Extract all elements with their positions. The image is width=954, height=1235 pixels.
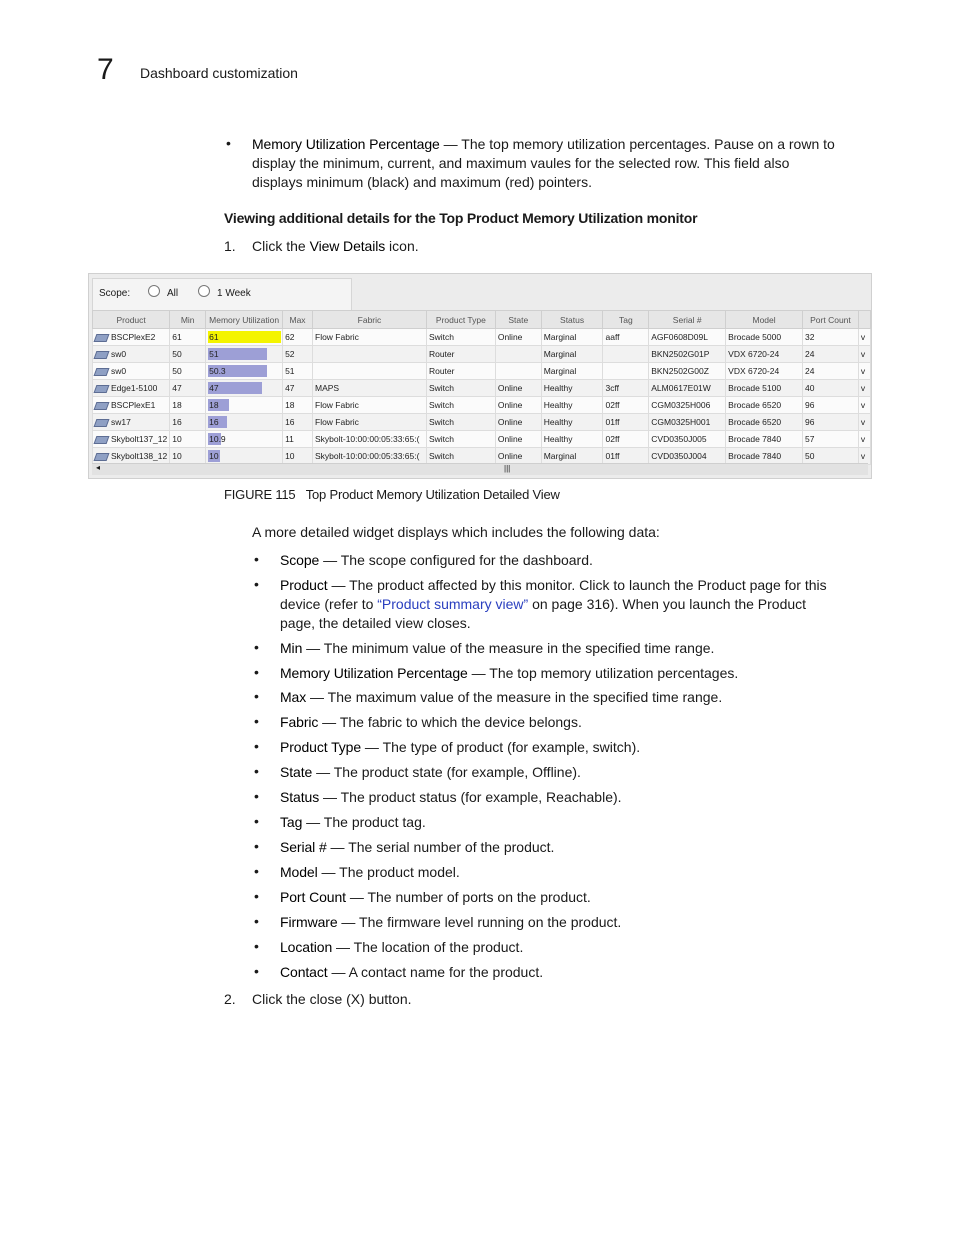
- cell-util: [206, 329, 283, 346]
- cell-product: [93, 380, 170, 397]
- cell-fabric: Skybolt-10:00:00:05:33:65:(: [313, 431, 427, 448]
- field-list-item: [280, 938, 870, 957]
- bullet-dot: •: [254, 838, 259, 854]
- figure-title: Top Product Memory Utilization Detailed View: [305, 487, 560, 502]
- cell-status: Healthy: [541, 414, 603, 431]
- table-row[interactable]: [93, 329, 871, 346]
- field-description: — A contact name for the product.: [327, 964, 544, 980]
- cell-max: 10: [283, 448, 313, 465]
- bullet-dot: •: [226, 135, 231, 151]
- product-ref-line3: page, the detailed view closes.: [280, 615, 471, 631]
- scope-label: Scope:: [99, 288, 131, 299]
- bullet-dot: •: [254, 576, 259, 592]
- cell-util: [206, 380, 283, 397]
- field-term: Firmware: [280, 914, 338, 930]
- cell-serial: BKN2502G00Z: [649, 363, 726, 380]
- cell-model: Brocade 6520: [726, 397, 803, 414]
- scope-bar: [92, 278, 352, 311]
- column-header[interactable]: Tag: [603, 311, 649, 329]
- cell-fabric: Flow Fabric: [313, 397, 427, 414]
- utilization-value: 16: [209, 417, 219, 427]
- cell-extra: v: [858, 448, 870, 465]
- cell-tag: 02ff: [603, 397, 649, 414]
- cell-serial: CVD0350J004: [649, 448, 726, 465]
- cell-status: Marginal: [541, 448, 603, 465]
- bullet-dot: •: [254, 913, 259, 929]
- cell-ports: 24: [803, 346, 859, 363]
- body-intro: A more detailed widget displays which includes the following data:: [252, 524, 660, 540]
- bullet-dot: •: [254, 639, 259, 655]
- switch-icon: [94, 351, 110, 359]
- utilization-value: 10: [209, 451, 219, 461]
- cell-model: VDX 6720-24: [726, 363, 803, 380]
- field-list-item: [280, 576, 870, 633]
- table-row[interactable]: [93, 448, 871, 465]
- cell-min: 50: [170, 346, 206, 363]
- cell-status: Healthy: [541, 431, 603, 448]
- cell-util: [206, 448, 283, 465]
- product-name[interactable]: BSCPlexE1: [111, 400, 156, 410]
- cell-status: Healthy: [541, 380, 603, 397]
- field-list-item: [280, 888, 870, 907]
- step-number: 2.: [224, 991, 236, 1007]
- product-name[interactable]: Skybolt137_12: [111, 434, 168, 444]
- bullet-dot: •: [254, 863, 259, 879]
- cell-util: [206, 431, 283, 448]
- field-term: Product: [280, 577, 328, 593]
- field-list-item: [280, 688, 870, 707]
- field-description: — The firmware level running on the product.: [337, 914, 622, 930]
- bullet-dot: •: [254, 813, 259, 829]
- column-header[interactable]: Serial #: [649, 311, 726, 329]
- bullet-dot: •: [254, 938, 259, 954]
- cell-min: 16: [170, 414, 206, 431]
- field-term: Status: [280, 789, 320, 805]
- cell-state: Online: [495, 414, 541, 431]
- utilization-bar: [208, 450, 280, 462]
- cell-fabric: [313, 346, 427, 363]
- horizontal-scrollbar[interactable]: [92, 463, 868, 475]
- cell-state: [495, 346, 541, 363]
- cell-util: [206, 397, 283, 414]
- product-name[interactable]: sw0: [111, 366, 127, 376]
- switch-icon: [94, 419, 110, 427]
- column-header[interactable]: Model: [726, 311, 803, 329]
- column-header[interactable]: Fabric: [313, 311, 427, 329]
- switch-icon: [94, 385, 110, 393]
- cell-type: Switch: [426, 329, 495, 346]
- column-header[interactable]: Memory Utilization: [206, 311, 283, 329]
- cell-state: Online: [495, 448, 541, 465]
- scroll-left-arrow[interactable]: ◂: [96, 463, 101, 472]
- field-list-item: [280, 664, 870, 683]
- cell-state: [495, 363, 541, 380]
- cell-serial: AGF0608D09L: [649, 329, 726, 346]
- cell-serial: BKN2502G01P: [649, 346, 726, 363]
- product-name[interactable]: Edge1-5100: [111, 383, 158, 393]
- cell-state: Online: [495, 380, 541, 397]
- field-description: — The type of product (for example, switch).: [361, 739, 641, 755]
- bullet-dot: •: [254, 688, 259, 704]
- cell-type: Switch: [426, 414, 495, 431]
- field-description: — The serial number of the product.: [326, 839, 555, 855]
- switch-icon: [94, 453, 110, 461]
- field-list-item: [280, 788, 870, 807]
- cell-model: Brocade 7840: [726, 431, 803, 448]
- field-list-item: [280, 913, 870, 932]
- cell-status: Healthy: [541, 397, 603, 414]
- field-term: Contact: [280, 964, 328, 980]
- utilization-bar: [208, 331, 280, 343]
- cell-fabric: [313, 363, 427, 380]
- cell-min: 10: [170, 431, 206, 448]
- utilization-value: 47: [209, 383, 219, 393]
- cell-model: Brocade 5100: [726, 380, 803, 397]
- cell-extra: v: [858, 380, 870, 397]
- field-list-item: [280, 763, 870, 782]
- cell-status: Marginal: [541, 329, 603, 346]
- cell-serial: CVD0350J005: [649, 431, 726, 448]
- field-list-item: [280, 863, 870, 882]
- intro-bullet: [252, 135, 882, 192]
- cell-tag: 3cff: [603, 380, 649, 397]
- cell-tag: 02ff: [603, 431, 649, 448]
- cell-serial: CGM0325H001: [649, 414, 726, 431]
- cell-extra: v: [858, 414, 870, 431]
- cell-tag: 01ff: [603, 448, 649, 465]
- field-term: Port Count: [280, 889, 346, 905]
- product-ref-post: on page 316). When you launch the Product: [528, 596, 807, 612]
- switch-icon: [94, 368, 110, 376]
- cell-max: 62: [283, 329, 313, 346]
- cell-fabric: Flow Fabric: [313, 414, 427, 431]
- column-header[interactable]: State: [495, 311, 541, 329]
- product-name[interactable]: Skybolt138_12: [111, 451, 168, 461]
- section-heading: Viewing additional details for the Top Product Memory Utilization monitor: [224, 210, 698, 226]
- cell-product: [93, 329, 170, 346]
- intro-text-1: — The top memory utilization percentages. Pause on a rown to: [439, 136, 835, 152]
- cell-ports: 96: [803, 397, 859, 414]
- utilization-value: 51: [209, 349, 219, 359]
- cell-ports: 96: [803, 414, 859, 431]
- table-row[interactable]: [93, 397, 871, 414]
- intro-text-2: display the minimum, current, and maximum vaules for the selected row. This field also: [252, 155, 790, 171]
- field-description: — The product tag.: [302, 814, 426, 830]
- cell-type: Router: [426, 363, 495, 380]
- cell-min: 61: [170, 329, 206, 346]
- field-description: — The top memory utilization percentages.: [467, 665, 739, 681]
- cell-max: 52: [283, 346, 313, 363]
- field-description: — The number of ports on the product.: [345, 889, 591, 905]
- cell-state: Online: [495, 431, 541, 448]
- scope-period[interactable]: 1 Week: [217, 288, 251, 299]
- field-description: — The product affected by this monitor. Click to launch the Product page for this: [327, 577, 827, 593]
- cell-type: Switch: [426, 397, 495, 414]
- cell-extra: v: [858, 363, 870, 380]
- cell-product: [93, 448, 170, 465]
- detailed-view-widget: [88, 273, 872, 479]
- cell-min: 10: [170, 448, 206, 465]
- figure-caption: [224, 487, 560, 502]
- figure-label: FIGURE 115: [224, 487, 296, 502]
- utilization-value: 10.9: [209, 434, 226, 444]
- field-term: State: [280, 764, 313, 780]
- bullet-dot: •: [254, 763, 259, 779]
- table-row[interactable]: [93, 363, 871, 380]
- field-description: — The maximum value of the measure in the specified time range.: [306, 689, 723, 705]
- field-list-item: [280, 963, 870, 982]
- scope-all[interactable]: All: [167, 288, 179, 299]
- field-description: — The product model.: [317, 864, 460, 880]
- utilization-bar: [208, 433, 280, 445]
- field-description: — The location of the product.: [332, 939, 524, 955]
- cell-max: 11: [283, 431, 313, 448]
- cell-tag: [603, 363, 649, 380]
- switch-icon: [94, 334, 110, 342]
- cell-tag: aaff: [603, 329, 649, 346]
- cell-model: Brocade 5000: [726, 329, 803, 346]
- field-description: — The fabric to which the device belongs.: [318, 714, 582, 730]
- cell-ports: 57: [803, 431, 859, 448]
- cell-product: [93, 363, 170, 380]
- product-ref-pre: device (refer to: [280, 596, 378, 612]
- field-term: Location: [280, 939, 333, 955]
- cell-max: 51: [283, 363, 313, 380]
- cell-serial: CGM0325H006: [649, 397, 726, 414]
- time-period-icon[interactable]: [198, 285, 210, 297]
- field-term: Tag: [280, 814, 303, 830]
- utilization-value: 18: [209, 400, 219, 410]
- product-name[interactable]: sw0: [111, 349, 127, 359]
- bullet-dot: •: [254, 551, 259, 567]
- cell-type: Switch: [426, 380, 495, 397]
- cell-state: Online: [495, 329, 541, 346]
- column-header[interactable]: Product Type: [426, 311, 495, 329]
- step-1-pre: Click the: [252, 238, 310, 254]
- cell-tag: 01ff: [603, 414, 649, 431]
- table-row[interactable]: [93, 414, 871, 431]
- switch-icon: [94, 402, 110, 410]
- utilization-bar: [208, 348, 280, 360]
- field-term: Fabric: [280, 714, 319, 730]
- field-description: — The scope configured for the dashboard.: [319, 552, 593, 568]
- step-2: Click the close (X) button.: [252, 991, 412, 1007]
- cell-model: Brocade 7840: [726, 448, 803, 465]
- cell-model: Brocade 6520: [726, 414, 803, 431]
- cell-model: VDX 6720-24: [726, 346, 803, 363]
- field-term: Scope: [280, 552, 320, 568]
- cell-product: [93, 414, 170, 431]
- cell-max: 16: [283, 414, 313, 431]
- field-term: Product Type: [280, 739, 362, 755]
- cell-fabric: MAPS: [313, 380, 427, 397]
- cell-extra: v: [858, 397, 870, 414]
- cell-ports: 24: [803, 363, 859, 380]
- field-description: — The product status (for example, Reachable).: [319, 789, 622, 805]
- step-1-term: View Details: [309, 238, 386, 254]
- bullet-dot: •: [254, 664, 259, 680]
- cell-util: [206, 363, 283, 380]
- cell-tag: [603, 346, 649, 363]
- chapter-title: Dashboard customization: [140, 65, 298, 81]
- field-list-item: [280, 551, 870, 570]
- table-row[interactable]: [93, 431, 871, 448]
- cell-product: [93, 397, 170, 414]
- column-header[interactable]: Port Count: [803, 311, 859, 329]
- step-number: 1.: [224, 238, 236, 254]
- table-row[interactable]: [93, 346, 871, 363]
- field-description: — The minimum value of the measure in the specified time range.: [302, 640, 715, 656]
- cell-extra: v: [858, 329, 870, 346]
- utilization-table: [92, 310, 871, 465]
- switch-icon: [94, 436, 110, 444]
- cell-type: Switch: [426, 431, 495, 448]
- cell-util: [206, 346, 283, 363]
- cell-type: Router: [426, 346, 495, 363]
- cell-ports: 40: [803, 380, 859, 397]
- product-name[interactable]: sw17: [111, 417, 131, 427]
- bullet-dot: •: [254, 963, 259, 979]
- cell-min: 18: [170, 397, 206, 414]
- field-description: — The product state (for example, Offline).: [312, 764, 581, 780]
- cell-util: [206, 414, 283, 431]
- cell-status: Marginal: [541, 346, 603, 363]
- chapter-number: 7: [97, 53, 114, 86]
- cell-ports: 50: [803, 448, 859, 465]
- cell-product: [93, 431, 170, 448]
- table-row[interactable]: [93, 380, 871, 397]
- field-list-item: [280, 813, 870, 832]
- cell-ports: 32: [803, 329, 859, 346]
- product-summary-link[interactable]: “Product summary view”: [377, 596, 529, 612]
- step-1: [252, 238, 419, 254]
- utilization-bar: [208, 399, 280, 411]
- cell-fabric: Skybolt-10:00:00:05:33:65:(: [313, 448, 427, 465]
- intro-text-3: displays minimum (black) and maximum (red) pointers.: [252, 174, 592, 190]
- field-term: Serial #: [280, 839, 327, 855]
- field-list-item: [280, 639, 870, 658]
- scope-all-icon[interactable]: [148, 285, 160, 297]
- product-name[interactable]: BSCPlexE2: [111, 332, 156, 342]
- field-term: Min: [280, 640, 303, 656]
- bullet-dot: •: [254, 738, 259, 754]
- field-term: Model: [280, 864, 318, 880]
- step-1-post: icon.: [385, 238, 419, 254]
- field-term: Memory Utilization Percentage: [280, 665, 468, 681]
- field-term: Max: [280, 689, 307, 705]
- utilization-bar: [208, 416, 280, 428]
- cell-status: Marginal: [541, 363, 603, 380]
- column-header[interactable]: Status: [541, 311, 603, 329]
- intro-term: Memory Utilization Percentage: [252, 136, 440, 152]
- column-header[interactable]: [858, 311, 870, 329]
- column-header[interactable]: Max: [283, 311, 313, 329]
- cell-product: [93, 346, 170, 363]
- cell-type: Switch: [426, 448, 495, 465]
- utilization-value: 61: [209, 332, 219, 342]
- column-header[interactable]: Min: [170, 311, 206, 329]
- cell-extra: v: [858, 431, 870, 448]
- column-header[interactable]: Product: [93, 311, 170, 329]
- cell-min: 47: [170, 380, 206, 397]
- utilization-value: 50.3: [209, 366, 226, 376]
- utilization-bar: [208, 365, 280, 377]
- cell-max: 47: [283, 380, 313, 397]
- bullet-dot: •: [254, 713, 259, 729]
- field-list-item: [280, 738, 870, 757]
- field-list-item: [280, 838, 870, 857]
- cell-serial: ALM0617E01W: [649, 380, 726, 397]
- field-list-item: [280, 713, 870, 732]
- cell-min: 50: [170, 363, 206, 380]
- cell-max: 18: [283, 397, 313, 414]
- bullet-dot: •: [254, 888, 259, 904]
- bullet-dot: •: [254, 788, 259, 804]
- cell-fabric: Flow Fabric: [313, 329, 427, 346]
- scroll-grip[interactable]: |||: [504, 464, 511, 473]
- cell-state: Online: [495, 397, 541, 414]
- cell-extra: v: [858, 346, 870, 363]
- utilization-bar: [208, 382, 280, 394]
